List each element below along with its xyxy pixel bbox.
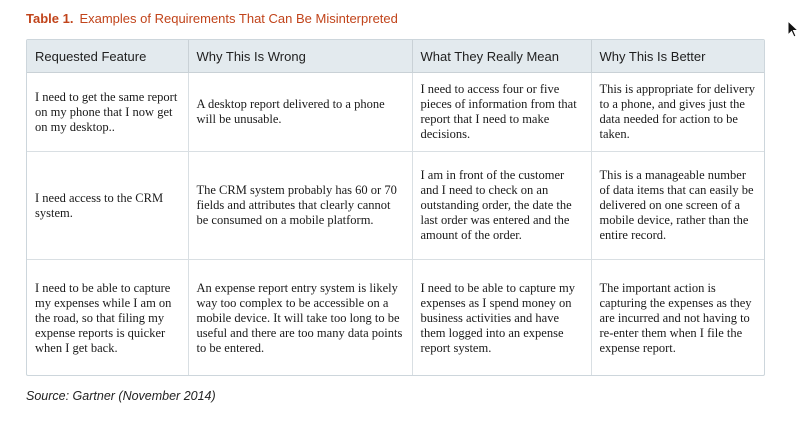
requirements-table xyxy=(26,39,765,376)
table-row xyxy=(27,152,765,260)
table-cell: I am in front of the customer and I need to check on an outstanding order, the date the last order was entered and the amount of the order. xyxy=(412,152,591,260)
table-cell: An expense report entry system is likely way too complex to be accessible on a mobile device. It will take too long to be useful and there are too many data points to be entered. xyxy=(188,260,412,377)
header-really-mean: What They Really Mean xyxy=(412,40,591,73)
table-cell: I need to be able to capture my expenses as I spend money on business activities and have them logged into an expense report system. xyxy=(412,260,591,377)
table-number: Table 1. xyxy=(26,11,74,26)
mouse-pointer-icon xyxy=(787,20,799,38)
table-cell: I need access to the CRM system. xyxy=(27,152,188,260)
table-cell: I need to be able to capture my expenses while I am on the road, so that filing my expense reports is quicker when I get back. xyxy=(27,260,188,377)
table-cell: I need to access four or five pieces of information from that report that I need to make decisions. xyxy=(412,73,591,152)
table-cell: I need to get the same report on my phone that I now get on my desktop.. xyxy=(27,73,188,152)
table-cell: A desktop report delivered to a phone will be unusable. xyxy=(188,73,412,152)
header-row xyxy=(27,40,765,73)
header-why-wrong: Why This Is Wrong xyxy=(188,40,412,73)
table-cell: The important action is capturing the expenses as they are incurred and not having to re-enter them when I file the expense report. xyxy=(599,281,752,355)
table-row xyxy=(27,260,765,377)
header-why-better: Why This Is Better xyxy=(591,40,765,73)
table-caption xyxy=(26,11,398,26)
table-cell: This is appropriate for delivery to a phone, and gives just the data needed for action to be taken. xyxy=(591,73,765,152)
header-requested-feature: Requested Feature xyxy=(27,40,188,73)
table-cell: This is a manageable number of data items that can easily be delivered on one screen of a mobile device, rather than the entire record. xyxy=(591,152,765,260)
table-cell: The CRM system probably has 60 or 70 fields and attributes that clearly cannot be consumed on a mobile platform. xyxy=(188,152,412,260)
source-note: Source: Gartner (November 2014) xyxy=(26,389,216,403)
table-row xyxy=(27,73,765,152)
table-title: Examples of Requirements That Can Be Misinterpreted xyxy=(79,11,398,26)
